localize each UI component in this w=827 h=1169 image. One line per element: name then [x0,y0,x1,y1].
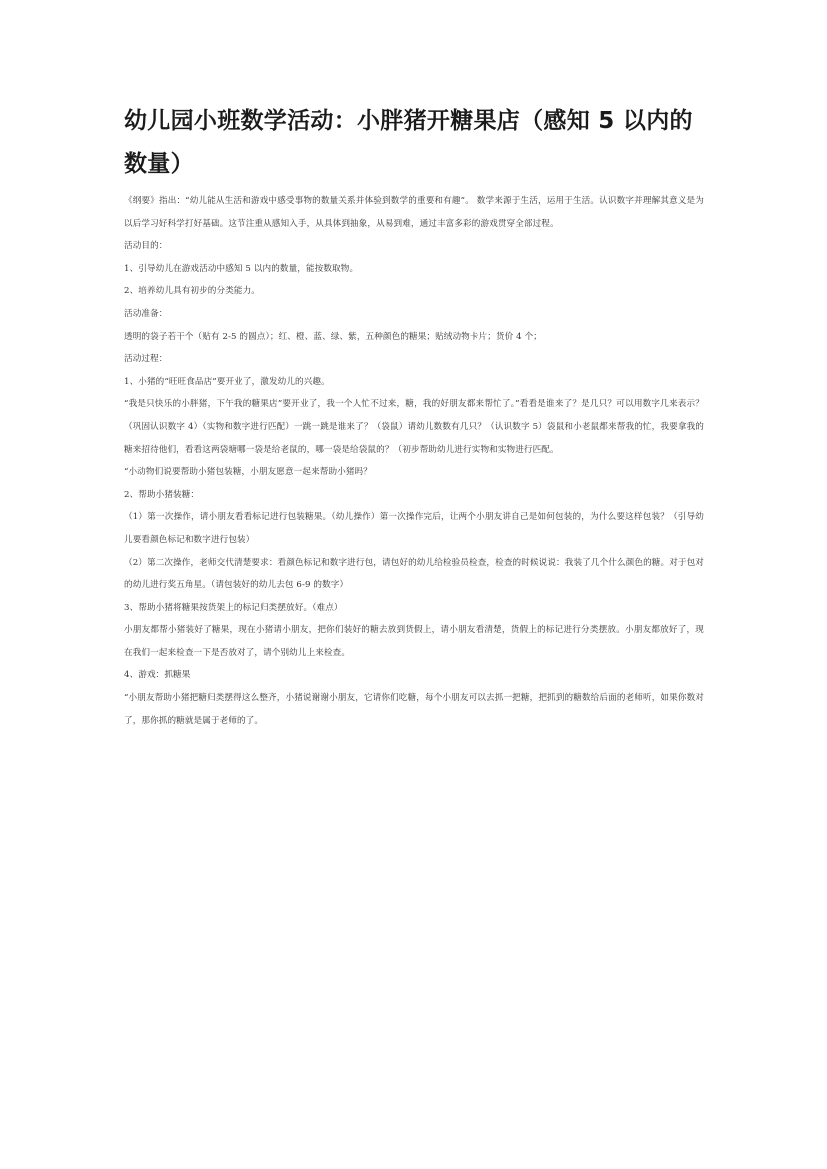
heading-activity-process: 活动过程： [124,354,168,365]
process-step-1-dialogue: “我是只快乐的小胖猪，下午我的糖果店”要开业了，我一个人忙不过来，糖，我的好朋友都来帮忙了。”看看是谁来了？是几只？可以用数字几来表示？（巩固认识数字 4）（实物和数字进行匹配）一跳一跳是谁来了？（袋鼠）请幼儿数数有几只？（认识数字 5）袋鼠和小老鼠都来帮我的忙，我要拿我的糖来招待他们，看看这两袋塘哪一袋是给老鼠的，哪一袋是给袋鼠的？（初步帮助幼儿进行实物和实物进行匹配。 [124,399,704,455]
process-step-1-question: “小动物们说要帮助小猪包装糖，小朋友愿意一起来帮助小猪吗？ [124,467,372,478]
document-title: 幼儿园小班数学活动：小胖猪开糖果店（感知 5 以内的数量） [124,108,693,177]
document-page [124,100,704,732]
heading-activity-preparation: 活动准备： [124,308,168,319]
process-step-2: 2、帮助小猪装糖： [124,489,200,500]
process-step-4-detail: “小朋友帮助小猪把糖归类摆得这么整齐，小猪说谢谢小朋友，它请你们吃糖，每个小朋友可以去抓一把糖，把抓到的糖数给后面的老师听，如果你数对了，那你抓的糖就是属于老师的了。 [124,693,704,726]
process-step-3-detail: 小朋友都帮小猪装好了糖果，现在小猪请小朋友，把你们装好的糖去放到货假上，请小朋友看清楚，货假上的标记进行分类摆放。小朋友都放好了，现在我们一起来检查一下是否放对了，请个别幼儿上来检查。 [124,625,704,658]
paragraph-intro: 《纲要》指出：“幼儿能从生活和游戏中感受事物的数量关系并体验到数学的重要和有趣”。 数学来源于生活，运用于生活。认识数字并理解其意义是为以后学习好科学打好基础。这节注重从感知入手，从具体到抽象，从易到难，通过丰富多彩的游戏贯穿全部过程。 [124,196,704,229]
process-step-2-operation-2: （2）第二次操作，老师交代清楚要求：看颜色标记和数字进行包，请包好的幼儿给检验员检查，检查的时候说说：我装了几个什么颜色的糖。对于包对的幼儿进行奖五角星。（请包装好的幼儿去包 6-9 的数字） [124,557,704,591]
heading-activity-goals: 活动目的： [124,241,168,252]
goal-2: 2、培养幼儿具有初步的分类能力。 [124,286,260,297]
goal-1: 1、引导幼儿在游戏活动中感知 5 以内的数量，能按数取物。 [124,263,359,274]
process-step-2-operation-1: （1）第一次操作，请小朋友看看标记进行包装糖果。（幼儿操作）第一次操作完后，让两个小朋友讲自己是如何包装的，为什么要这样包装？（引导幼儿要看颜色标记和数字进行包装） [124,512,704,545]
process-step-4: 4、游戏：抓糖果 [124,670,191,681]
process-step-3: 3、帮助小猪将糖果按货架上的标记归类摆放好。（难点） [124,602,343,613]
process-step-1: 1、小猪的“旺旺食品店”要开业了，激发幼儿的兴趣。 [124,376,330,387]
preparation-materials: 透明的袋子若干个（贴有 2-5 的圆点）；红、橙、蓝、绿、紫，五种颜色的糖果；贴绒动物卡片；货价 4 个； [124,331,542,342]
